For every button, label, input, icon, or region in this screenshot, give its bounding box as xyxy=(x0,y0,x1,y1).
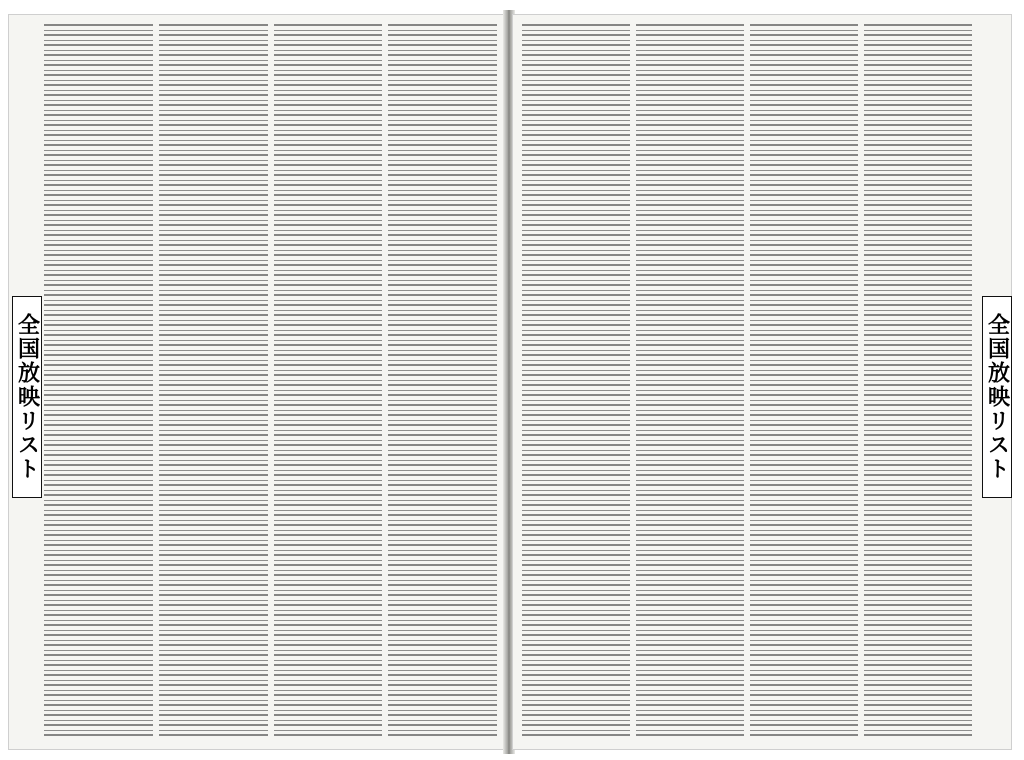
listing-column xyxy=(864,24,972,740)
listing-column xyxy=(159,24,268,740)
listing-column xyxy=(522,24,630,740)
listing-column xyxy=(44,24,153,740)
right-listing-columns xyxy=(522,24,972,740)
vertical-title-right: 全国放映リスト xyxy=(982,296,1012,498)
right-page xyxy=(512,14,1012,750)
listing-column xyxy=(274,24,383,740)
left-page xyxy=(8,14,505,750)
listing-column xyxy=(750,24,858,740)
left-listing-columns xyxy=(44,24,497,740)
vertical-title-left: 全国放映リスト xyxy=(12,296,42,498)
listing-column xyxy=(636,24,744,740)
listing-column xyxy=(388,24,497,740)
